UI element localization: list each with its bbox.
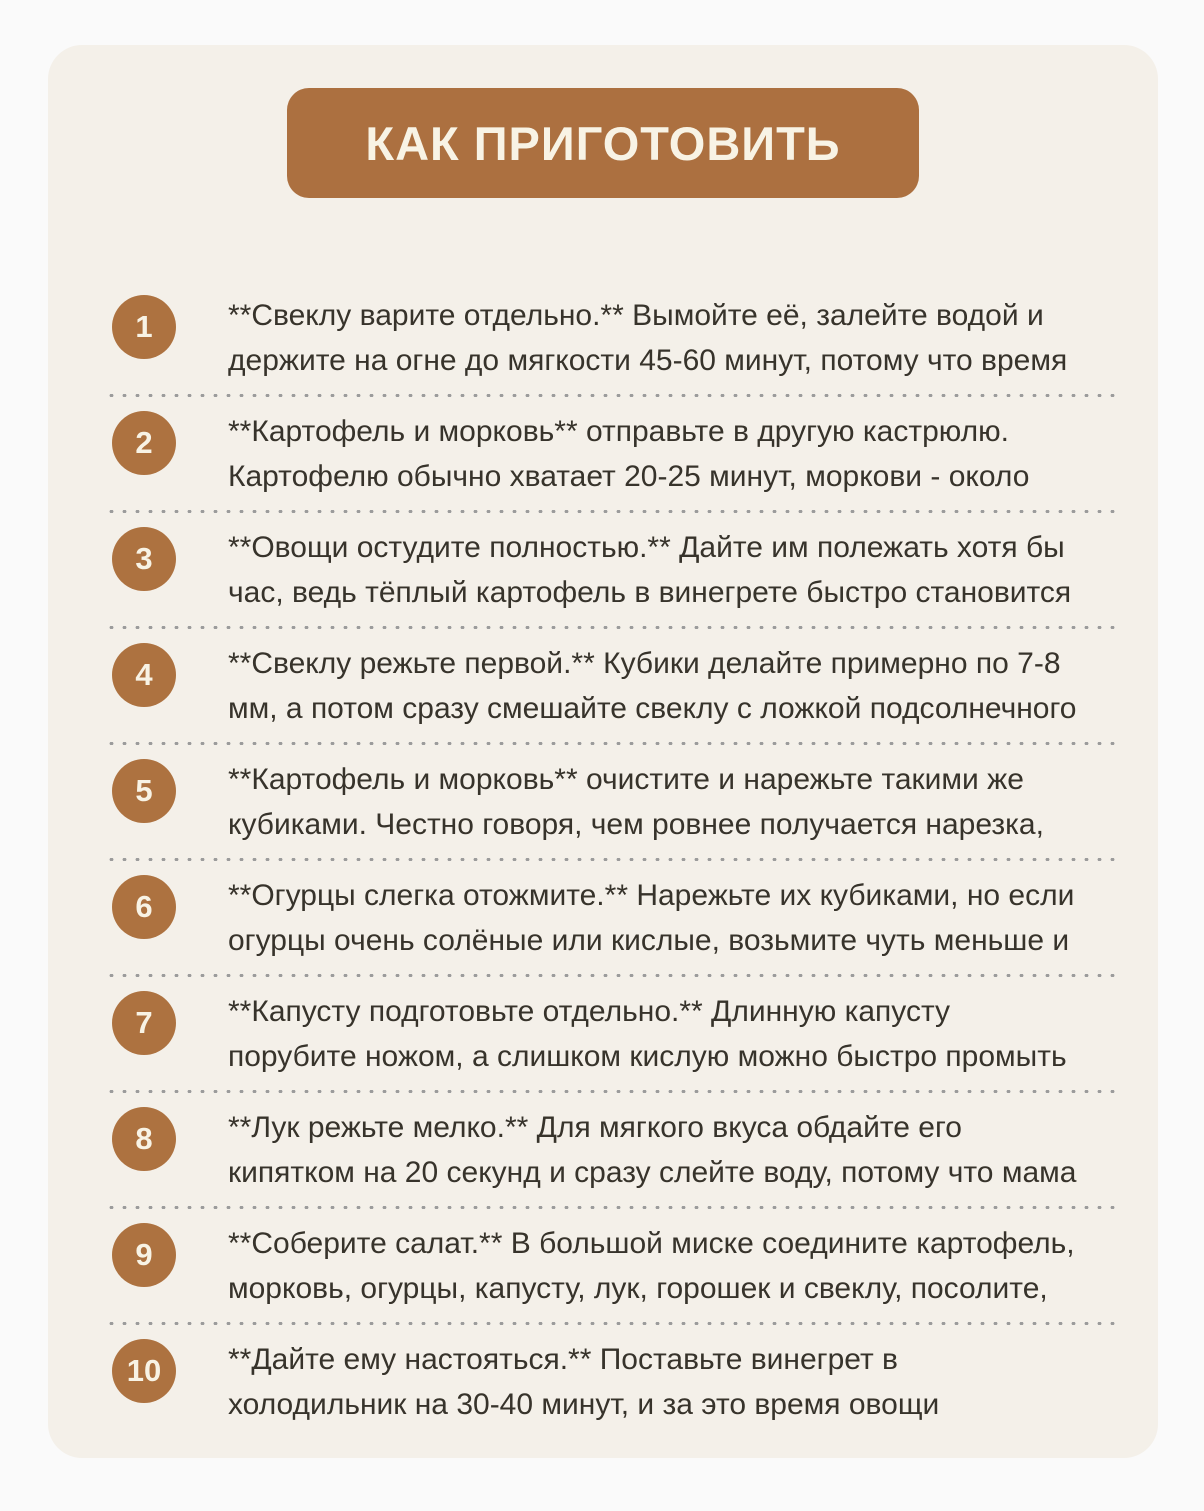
step-item-7 [112,977,1115,1090]
step-item-4 [112,629,1115,742]
step-text [228,641,1076,731]
step-text [228,1105,1076,1195]
step-line: кипятком на 20 секунд и сразу слейте воду, потому что мама [228,1156,1077,1189]
step-item-2 [112,397,1115,510]
step-line: держите на огне до мягкости 45-60 минут, потому что время [228,344,1068,377]
step-number-badge: 6 [112,875,176,939]
step-line: **Картофель и морковь** очистите и нарежьте такими же [228,763,1024,796]
step-number-badge: 1 [112,295,176,359]
step-line: **Свеклу режьте первой.** Кубики делайте примерно по 7-8 [228,647,1061,680]
step-number-badge: 2 [112,411,176,475]
step-number-badge: 5 [112,759,176,823]
recipe-card [48,45,1158,1458]
step-line: холодильник на 30-40 минут, и за это время овощи [228,1388,940,1421]
step-number-badge: 4 [112,643,176,707]
step-number-badge: 9 [112,1223,176,1287]
step-line: **Огурцы слегка отожмите.** Нарежьте их кубиками, но если [228,879,1075,912]
step-item-1 [112,281,1115,394]
step-item-6 [112,861,1115,974]
step-text [228,409,1029,499]
step-line: порубите ножом, а слишком кислую можно быстро промыть [228,1040,1067,1073]
step-line: **Капусту подготовьте отдельно.** Длинную капусту [228,995,951,1028]
step-number-badge: 8 [112,1107,176,1171]
step-line: **Соберите салат.** В большой миске соедините картофель, [228,1227,1075,1260]
step-text [228,525,1071,615]
step-line: морковь, огурцы, капусту, лук, горошек и свеклу, посолите, [228,1272,1048,1305]
step-text [228,293,1067,383]
step-item-8 [112,1093,1115,1206]
step-number-badge: 3 [112,527,176,591]
step-line: мм, а потом сразу смешайте свеклу с ложкой подсолнечного [228,692,1077,725]
page-title: КАК ПРИГОТОВИТЬ [365,116,841,170]
step-line: **Дайте ему настояться.** Поставьте винегрет в [228,1343,898,1376]
steps-list [48,281,1158,1438]
step-text [228,757,1044,847]
step-line: Картофелю обычно хватает 20-25 минут, моркови - около [228,460,1030,493]
step-number-badge: 7 [112,991,176,1055]
step-line: **Картофель и морковь** отправьте в другую кастрюлю. [228,415,1009,448]
step-line: **Свеклу варите отдельно.** Вымойте её, залейте водой и [228,299,1044,332]
step-line: **Овощи остудите полностью.** Дайте им полежать хотя бы [228,531,1065,564]
step-item-10 [112,1325,1115,1438]
step-line: час, ведь тёплый картофель в винегрете быстро становится [228,576,1072,609]
step-item-5 [112,745,1115,858]
step-text [228,873,1074,963]
step-text [228,1337,939,1427]
step-number-badge: 10 [112,1339,176,1403]
title-banner [287,88,919,198]
step-text [228,989,1067,1079]
step-item-3 [112,513,1115,626]
step-line: **Лук режьте мелко.** Для мягкого вкуса обдайте его [228,1111,962,1144]
step-item-9 [112,1209,1115,1322]
step-text [228,1221,1075,1311]
step-line: кубиками. Честно говоря, чем ровнее получается нарезка, [228,808,1044,841]
step-line: огурцы очень солёные или кислые, возьмите чуть меньше и [228,924,1070,957]
